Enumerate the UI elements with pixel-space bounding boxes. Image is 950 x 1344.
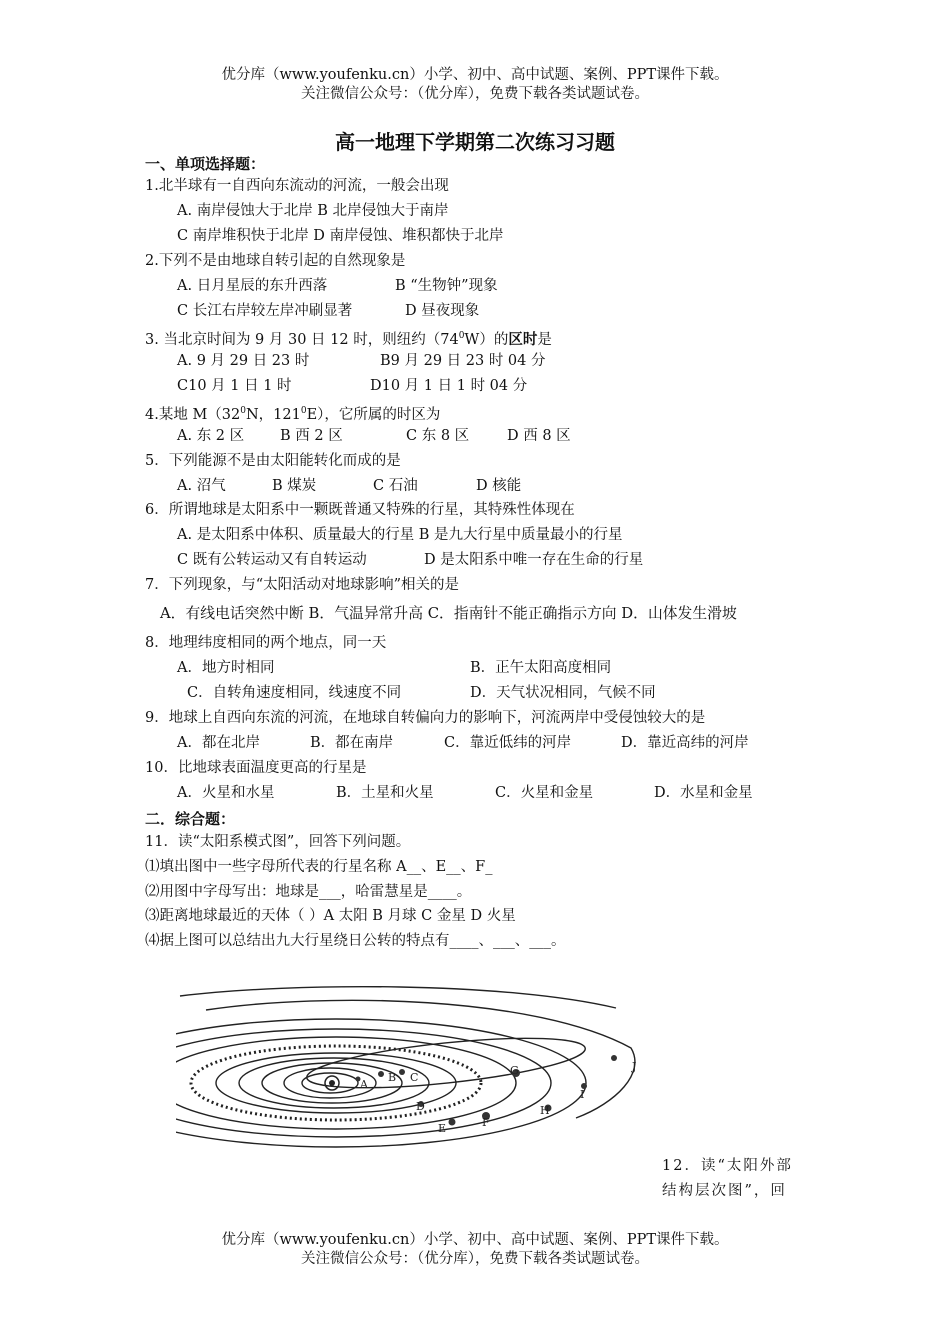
q4-stem: 4.某地 $M(32^0N$，$121^0E$），它所属的时区为: [145, 406, 441, 423]
q12-line-1: 12．读“太阳外部: [662, 1158, 793, 1174]
q2-option-b: B “生物钟”现象: [395, 278, 498, 294]
q8-option-a: A．地方时相同: [177, 660, 275, 676]
header-line-1: 优分库（www.youfenku.cn）小学、初中、高中试题、案例、PPT课件下载。: [221, 67, 729, 83]
diagram-label-d: D: [416, 1100, 425, 1113]
q4-option-c: C 东 8 区: [406, 428, 470, 444]
q1-stem: 1.北半球有一自西向东流动的河流，一般会出现: [145, 178, 449, 194]
q8-option-d: D．天气状况相同，气候不同: [470, 685, 656, 701]
q4-option-a: A. 东 2 区: [177, 428, 245, 444]
q11-part-2: ⑵用图中字母写出：地球是___，哈雷慧星是____。: [145, 884, 472, 900]
q5-option-c: C 石油: [373, 478, 418, 494]
q2-option-c: C 长江右岸较左岸冲刷显著: [177, 303, 353, 319]
planet-j: [611, 1055, 617, 1061]
diagram-label-e: E: [438, 1122, 447, 1135]
q3-option-c: C10 月 1 日 1 时: [177, 378, 292, 394]
asteroid-belt: [191, 1046, 481, 1120]
diagram-label-b: B: [388, 1071, 397, 1084]
q7-stem: 7．下列现象，与“太阳活动对地球影响”相关的是: [145, 577, 460, 593]
q3-option-a: A. 9 月 29 日 23 时: [177, 353, 310, 369]
diagram-label-c: C: [410, 1071, 419, 1084]
q10-option-d: D．水星和金星: [654, 785, 753, 801]
q3-option-b: B9 月 29 日 23 时 04 分: [380, 353, 546, 369]
footer-line-2: 关注微信公众号：（优分库），免费下载各类试题试卷。: [301, 1251, 649, 1267]
q2-option-d: D 昼夜现象: [405, 303, 480, 319]
q12-line-2: 结构层次图”，回: [662, 1183, 787, 1199]
q6-options-ab: A. 是太阳系中体积、质量最大的行星 B 是九大行星中质量最小的行星: [177, 527, 623, 543]
q11-part-3: ⑶距离地球最近的天体（ ）A 太阳 B 月球 C 金星 D 火星: [145, 908, 516, 924]
planet-c: [399, 1069, 405, 1075]
diagram-label-h: H: [540, 1104, 550, 1117]
solar-system-diagram: [176, 978, 646, 1158]
q5-stem: 5．下列能源不是由太阳能转化而成的是: [145, 453, 401, 469]
q3-option-d: D10 月 1 日 1 时 04 分: [370, 378, 528, 394]
q10-option-a: A．火星和水星: [177, 785, 275, 801]
footer-line-1: 优分库（www.youfenku.cn）小学、初中、高中试题、案例、PPT课件下载。: [221, 1232, 729, 1248]
q11-part-4: ⑷据上图可以总结出九大行星绕日公转的特点有____、___、___。: [145, 933, 566, 949]
section-2-heading: 二．综合题：: [145, 810, 236, 828]
page-title: 高一地理下学期第二次练习习题: [335, 130, 615, 154]
section-1-heading: 一、单项选择题：: [145, 155, 266, 173]
q11-part-1: ⑴填出图中一些字母所代表的行星名称 A__、E__、F_: [145, 859, 493, 875]
q9-option-c: C．靠近低纬的河岸: [444, 735, 572, 751]
q9-stem: 9．地球上自西向东流的河流，在地球自转偏向力的影响下，河流两岸中受侵蚀较大的是: [145, 710, 706, 726]
q2-option-a: A. 日月星辰的东升西落: [177, 278, 328, 294]
q10-stem: 10．比地球表面温度更高的行星是: [145, 760, 367, 776]
header-line-2: 关注微信公众号：（优分库），免费下载各类试题试卷。: [301, 86, 649, 102]
diagram-label-j: J: [632, 1060, 637, 1073]
q9-option-b: B．都在南岸: [310, 735, 394, 751]
q8-option-c: C．自转角速度相同，线速度不同: [187, 685, 402, 701]
q11-stem: 11．读“太阳系模式图”，回答下列问题。: [145, 834, 411, 850]
diagram-label-g: G: [510, 1064, 519, 1077]
q1-options-cd: C 南岸堆积快于北岸 D 南岸侵蚀、堆积都快于北岸: [177, 228, 504, 244]
q5-option-a: A. 沼气: [177, 478, 226, 494]
diagram-label-a: A: [360, 1078, 368, 1091]
q7-options: A．有线电话突然中断 B．气温异常升高 C．指南针不能正确指示方向 D．山体发生滑坡: [160, 605, 737, 622]
q1-options-ab: A. 南岸侵蚀大于北岸 B 北岸侵蚀大于南岸: [177, 203, 449, 219]
q8-stem: 8．地理纬度相同的两个地点，同一天: [145, 635, 387, 651]
diagram-label-f: F: [482, 1116, 490, 1129]
q6-option-d: D 是太阳系中唯一存在生命的行星: [424, 552, 644, 568]
planet-e: [449, 1119, 456, 1126]
orbit-g: [176, 1037, 516, 1129]
planet-b: [378, 1071, 384, 1077]
q6-stem: 6．所谓地球是太阳系中一颗既普通又特殊的行星，其特殊性体现在: [145, 502, 575, 518]
q10-option-b: B．土星和火星: [336, 785, 434, 801]
q3-stem: 3. 当北京时间为 9 月 30 日 12 时，则纽约$(74^0W)$的区时是: [145, 330, 552, 348]
q8-option-b: B．正午太阳高度相同: [470, 660, 612, 676]
sun-core: [329, 1080, 335, 1086]
q9-option-d: D．靠近高纬的河岸: [621, 735, 749, 751]
q5-option-b: B 煤炭: [272, 478, 317, 494]
q5-option-d: D 核能: [476, 478, 522, 494]
diagram-label-i: I: [580, 1088, 585, 1101]
q4-option-b: B 西 2 区: [280, 428, 343, 444]
q4-option-d: D 西 8 区: [507, 428, 571, 444]
q10-option-c: C．火星和金星: [495, 785, 594, 801]
q2-stem: 2.下列不是由地球自转引起的自然现象是: [145, 253, 406, 269]
q6-option-c: C 既有公转运动又有自转运动: [177, 552, 367, 568]
q9-option-a: A．都在北岸: [177, 735, 260, 751]
